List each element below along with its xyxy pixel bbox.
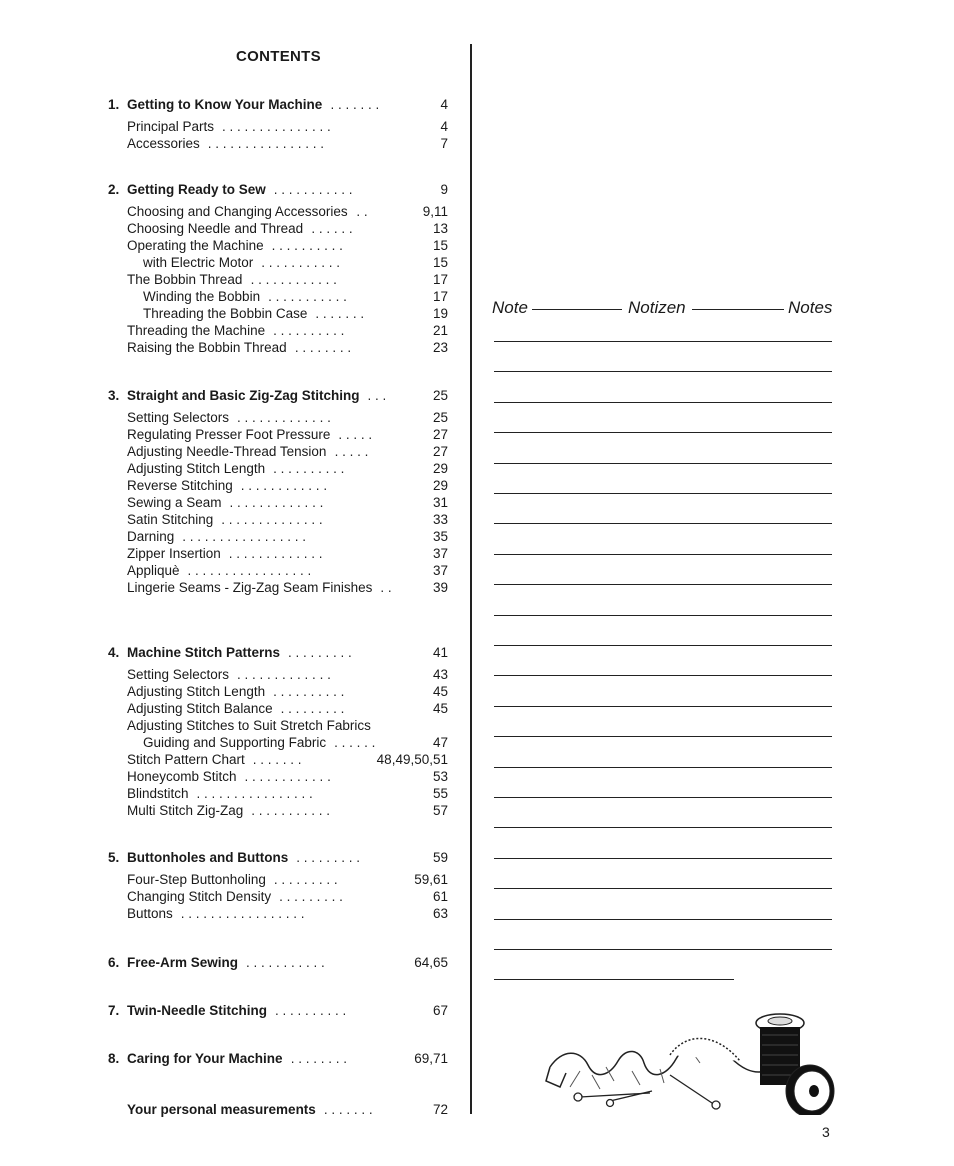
toc-page-number: 27 xyxy=(432,444,448,459)
toc-entry-label: Getting Ready to Sew xyxy=(127,182,266,197)
toc-entry-label: Regulating Presser Foot Pressure xyxy=(127,427,331,442)
note-writing-line xyxy=(494,554,832,555)
toc-entry xyxy=(108,288,448,306)
toc-leader-dots: . . . . . xyxy=(338,427,373,442)
toc-entry xyxy=(108,494,448,512)
toc-section-heading xyxy=(108,387,448,405)
toc-entry-label: Appliquè xyxy=(127,563,180,578)
toc-section-number: 3. xyxy=(108,388,120,403)
toc-entry xyxy=(108,118,448,136)
toc-leader-dots: . . xyxy=(380,580,392,595)
page-number: 3 xyxy=(822,1124,830,1140)
toc-page-number: 19 xyxy=(432,306,448,321)
toc-leader-dots: . . . . . . . . . . . . xyxy=(240,478,328,493)
toc-page-number: 27 xyxy=(432,427,448,442)
toc-leader-dots: . . . . . . . . . xyxy=(279,889,343,904)
notes-header xyxy=(492,298,832,320)
toc-entry-label: Stitch Pattern Chart xyxy=(127,752,245,767)
toc-entry xyxy=(108,203,448,221)
toc-entry xyxy=(108,135,448,153)
toc-leader-dots: . . . . . . . . . . . . . xyxy=(237,667,331,682)
toc-entry-label: Choosing Needle and Thread xyxy=(127,221,304,236)
toc-leader-dots: . . . . . . . . . . . . . xyxy=(228,546,323,561)
toc-leader-dots: . . . . . . . . xyxy=(294,340,352,355)
toc-entry-label: Machine Stitch Patterns xyxy=(127,645,281,660)
note-writing-line xyxy=(494,706,832,707)
toc-section-number: 6. xyxy=(108,955,120,970)
toc-page-number: 63 xyxy=(432,906,448,921)
toc-entry-label: Buttons xyxy=(127,906,173,921)
toc-section-heading xyxy=(108,849,448,867)
toc-leader-dots: . . . . . . . xyxy=(323,1102,373,1117)
toc-leader-dots: . . . . . . . . . . . . . . . . . xyxy=(187,563,312,578)
toc-entry xyxy=(108,305,448,323)
toc-entry xyxy=(108,579,448,597)
toc-entry xyxy=(108,237,448,255)
toc-page-number: 35 xyxy=(432,529,448,544)
toc-section-heading xyxy=(108,1002,448,1020)
toc-leader-dots: . . . . . . . . . . . . . . . . . xyxy=(180,906,305,921)
toc-leader-dots: . . . . . . xyxy=(311,221,353,236)
toc-page-number: 47 xyxy=(432,735,448,750)
toc-page-number: 9,11 xyxy=(422,204,448,219)
toc-leader-dots: . . . . . . . xyxy=(252,752,302,767)
toc-section-heading xyxy=(108,1050,448,1068)
toc-page-number: 25 xyxy=(432,410,448,425)
pins-icon xyxy=(574,1075,720,1109)
toc-leader-dots: . . . . . . . . . . . . . . . xyxy=(222,119,331,134)
note-writing-line xyxy=(494,675,832,676)
toc-page-number: 43 xyxy=(432,667,448,682)
toc-leader-dots: . . . . . . . . . . . . . . xyxy=(221,512,323,527)
toc-entry xyxy=(108,888,448,906)
sewing-illustration xyxy=(540,1005,840,1115)
toc-leader-dots: . . . . . . . . . . . xyxy=(251,803,331,818)
toc-entry xyxy=(108,220,448,238)
toc-entry-label: Twin-Needle Stitching xyxy=(127,1003,268,1018)
note-writing-line xyxy=(494,615,832,616)
toc-page-number: 57 xyxy=(432,803,448,818)
toc-entry xyxy=(108,700,448,718)
toc-leader-dots: . . . . . . . . . xyxy=(288,645,352,660)
toc-section-number: 7. xyxy=(108,1003,120,1018)
note-writing-line xyxy=(494,402,832,403)
toc-page-number: 41 xyxy=(432,645,448,660)
toc-leader-dots: . . . . . . . . . . . . . xyxy=(237,410,331,425)
toc-leader-dots: . . . . . . . . . . . xyxy=(246,955,325,970)
toc-entry-label: Caring for Your Machine xyxy=(127,1051,283,1066)
toc-page-number: 17 xyxy=(432,272,448,287)
toc-entry-label: Adjusting Stitches to Suit Stretch Fabrics xyxy=(127,718,371,733)
toc-entry-label: Buttonholes and Buttons xyxy=(127,850,289,865)
note-writing-line xyxy=(494,797,832,798)
toc-page-number: 39 xyxy=(432,580,448,595)
toc-page-number: 25 xyxy=(432,388,448,403)
note-writing-line xyxy=(494,858,832,859)
note-writing-line xyxy=(494,827,832,828)
column-divider xyxy=(470,44,472,1114)
notes-header-rule xyxy=(532,309,622,310)
toc-page-number: 45 xyxy=(432,684,448,699)
tape-measure-icon xyxy=(546,1038,766,1089)
note-writing-line xyxy=(494,584,832,585)
toc-page-number: 7 xyxy=(440,136,448,151)
toc-page-number: 72 xyxy=(432,1102,448,1117)
toc-leader-dots: . . . . . . . . . . . . . xyxy=(229,495,324,510)
thread-spool-icon xyxy=(756,1014,834,1115)
toc-page-number: 21 xyxy=(432,323,448,338)
toc-page-number: 23 xyxy=(432,340,448,355)
toc-page-number: 4 xyxy=(440,97,448,112)
toc-entry xyxy=(108,1101,448,1119)
toc-entry xyxy=(108,666,448,684)
toc-entry xyxy=(108,339,448,357)
toc-entry xyxy=(108,751,448,769)
toc-entry-label: Adjusting Stitch Length xyxy=(127,684,266,699)
toc-entry xyxy=(108,871,448,889)
toc-entry-label: Zipper Insertion xyxy=(127,546,221,561)
toc-entry xyxy=(108,426,448,444)
toc-leader-dots: . . . . . . . . . xyxy=(280,701,345,716)
toc-entry-label: Adjusting Needle-Thread Tension xyxy=(127,444,327,459)
toc-section-heading xyxy=(108,96,448,114)
toc-page-number: 13 xyxy=(432,221,448,236)
note-writing-line xyxy=(494,341,832,342)
toc-leader-dots: . . . . . . . . . . xyxy=(271,238,343,253)
toc-entry xyxy=(108,717,448,735)
toc-page-number: 31 xyxy=(432,495,448,510)
toc-page-number: 53 xyxy=(432,769,448,784)
toc-entry-label: Operating the Machine xyxy=(127,238,264,253)
toc-leader-dots: . . . . . . . . . . xyxy=(273,461,345,476)
toc-entry xyxy=(108,905,448,923)
toc-page-number: 29 xyxy=(432,478,448,493)
toc-entry-label: Getting to Know Your Machine xyxy=(127,97,323,112)
toc-section-number: 5. xyxy=(108,850,120,865)
toc-entry xyxy=(108,785,448,803)
toc-entry xyxy=(108,271,448,289)
toc-section-number: 1. xyxy=(108,97,120,112)
toc-leader-dots: . . . . . . . . . . xyxy=(273,684,345,699)
note-writing-line xyxy=(494,949,832,950)
toc-entry-label: Principal Parts xyxy=(127,119,215,134)
toc-entry xyxy=(108,443,448,461)
toc-page-number: 69,71 xyxy=(414,1051,448,1066)
note-writing-line xyxy=(494,432,832,433)
toc-section-heading xyxy=(108,644,448,662)
note-writing-line xyxy=(494,523,832,524)
toc-section-number: 4. xyxy=(108,645,120,660)
toc-leader-dots: . . . . . . . . . . . xyxy=(268,289,347,304)
toc-page-number: 29 xyxy=(432,461,448,476)
toc-entry xyxy=(108,768,448,786)
note-writing-line xyxy=(494,888,832,889)
toc-entry-label: Four-Step Buttonholing xyxy=(127,872,266,887)
toc-entry xyxy=(108,562,448,580)
toc-leader-dots: . . . . . . . . . . . . . . . . xyxy=(196,786,313,801)
notes-label-notizen: Notizen xyxy=(624,298,690,318)
toc-section-heading xyxy=(108,181,448,199)
toc-page-number: 15 xyxy=(432,238,448,253)
toc-page-number: 67 xyxy=(432,1003,448,1018)
toc-leader-dots: . . . . . . . . . xyxy=(296,850,360,865)
toc-page-number: 17 xyxy=(432,289,448,304)
toc-entry-label: Lingerie Seams - Zig-Zag Seam Finishes xyxy=(127,580,373,595)
toc-entry xyxy=(108,477,448,495)
toc-section-number: 8. xyxy=(108,1051,120,1066)
toc-entry xyxy=(108,254,448,272)
toc-leader-dots: . . . xyxy=(367,388,387,403)
toc-entry-label: Sewing a Seam xyxy=(127,495,222,510)
toc-section-heading xyxy=(108,954,448,972)
toc-leader-dots: . . . . . . . . . . . . . . . . xyxy=(207,136,325,151)
toc-leader-dots: . . . . . . xyxy=(334,735,376,750)
toc-leader-dots: . . . . . . . . . . . xyxy=(273,182,353,197)
toc-section-number: 2. xyxy=(108,182,120,197)
toc-leader-dots: . . . . . . . xyxy=(330,97,380,112)
toc-page-number: 55 xyxy=(432,786,448,801)
toc-entry-label: Satin Stitching xyxy=(127,512,214,527)
toc-entry-label: Blindstitch xyxy=(127,786,189,801)
toc-entry xyxy=(108,409,448,427)
note-writing-line xyxy=(494,463,832,464)
note-writing-line xyxy=(494,919,832,920)
note-writing-line xyxy=(494,767,832,768)
toc-entry-label: Adjusting Stitch Length xyxy=(127,461,266,476)
toc-entry xyxy=(108,683,448,701)
toc-entry-label: The Bobbin Thread xyxy=(127,272,243,287)
notes-label-notes: Notes xyxy=(784,298,836,318)
toc-entry-label: Choosing and Changing Accessories xyxy=(127,204,348,219)
toc-page-number: 61 xyxy=(432,889,448,904)
toc-entry xyxy=(108,460,448,478)
toc-page-number: 9 xyxy=(440,182,448,197)
toc-page-number: 48,49,50,51 xyxy=(376,752,448,767)
toc-entry-label: Threading the Machine xyxy=(127,323,266,338)
toc-entry-label: Your personal measurements xyxy=(127,1102,316,1117)
toc-entry-label: Threading the Bobbin Case xyxy=(143,306,308,321)
toc-page-number: 64,65 xyxy=(414,955,448,970)
toc-entry-label: Honeycomb Stitch xyxy=(127,769,237,784)
toc-leader-dots: . . . . . . . . . . xyxy=(275,1003,347,1018)
toc-page-number: 33 xyxy=(432,512,448,527)
toc-entry-label: Reverse Stitching xyxy=(127,478,233,493)
toc-page-number: 45 xyxy=(432,701,448,716)
contents-title: CONTENTS xyxy=(236,48,321,65)
notes-label-note: Note xyxy=(488,298,532,318)
toc-entry-label: Winding the Bobbin xyxy=(143,289,261,304)
toc-entry xyxy=(108,528,448,546)
toc-entry xyxy=(108,511,448,529)
note-writing-line xyxy=(494,979,734,980)
toc-page-number: 37 xyxy=(432,546,448,561)
toc-leader-dots: . . . . . xyxy=(334,444,369,459)
note-writing-line xyxy=(494,736,832,737)
toc-leader-dots: . . . . . . . . . . . xyxy=(261,255,341,270)
note-writing-line xyxy=(494,645,832,646)
toc-entry-label: Darning xyxy=(127,529,175,544)
note-writing-line xyxy=(494,371,832,372)
toc-entry-label: Straight and Basic Zig-Zag Stitching xyxy=(127,388,360,403)
note-writing-line xyxy=(494,493,832,494)
toc-entry-label: Raising the Bobbin Thread xyxy=(127,340,287,355)
toc-entry-label: Free-Arm Sewing xyxy=(127,955,239,970)
toc-page-number: 59 xyxy=(432,850,448,865)
toc-leader-dots: . . . . . . . . xyxy=(290,1051,348,1066)
toc-leader-dots: . . . . . . . xyxy=(315,306,365,321)
toc-entry-label: Setting Selectors xyxy=(127,410,230,425)
toc-entry-label: Guiding and Supporting Fabric xyxy=(143,735,327,750)
toc-page-number: 37 xyxy=(432,563,448,578)
toc-leader-dots: . . . . . . . . . . xyxy=(273,323,345,338)
toc-entry-label: Multi Stitch Zig-Zag xyxy=(127,803,244,818)
toc-entry-label: Adjusting Stitch Balance xyxy=(127,701,273,716)
toc-leader-dots: . . . . . . . . . . . . . . . . . xyxy=(182,529,307,544)
toc-leader-dots: . . xyxy=(356,204,368,219)
toc-entry xyxy=(108,802,448,820)
toc-entry-label: with Electric Motor xyxy=(143,255,254,270)
toc-entry xyxy=(108,322,448,340)
toc-entry-label: Changing Stitch Density xyxy=(127,889,272,904)
toc-page-number: 15 xyxy=(432,255,448,270)
toc-leader-dots: . . . . . . . . . . . . xyxy=(250,272,337,287)
toc-leader-dots: . . . . . . . . . xyxy=(273,872,338,887)
toc-page-number: 4 xyxy=(440,119,448,134)
toc-entry xyxy=(108,734,448,752)
toc-page-number: 59,61 xyxy=(414,872,448,887)
toc-leader-dots: . . . . . . . . . . . . xyxy=(244,769,331,784)
toc-entry-label: Accessories xyxy=(127,136,200,151)
toc-entry xyxy=(108,545,448,563)
toc-entry-label: Setting Selectors xyxy=(127,667,230,682)
notes-header-rule xyxy=(692,309,784,310)
